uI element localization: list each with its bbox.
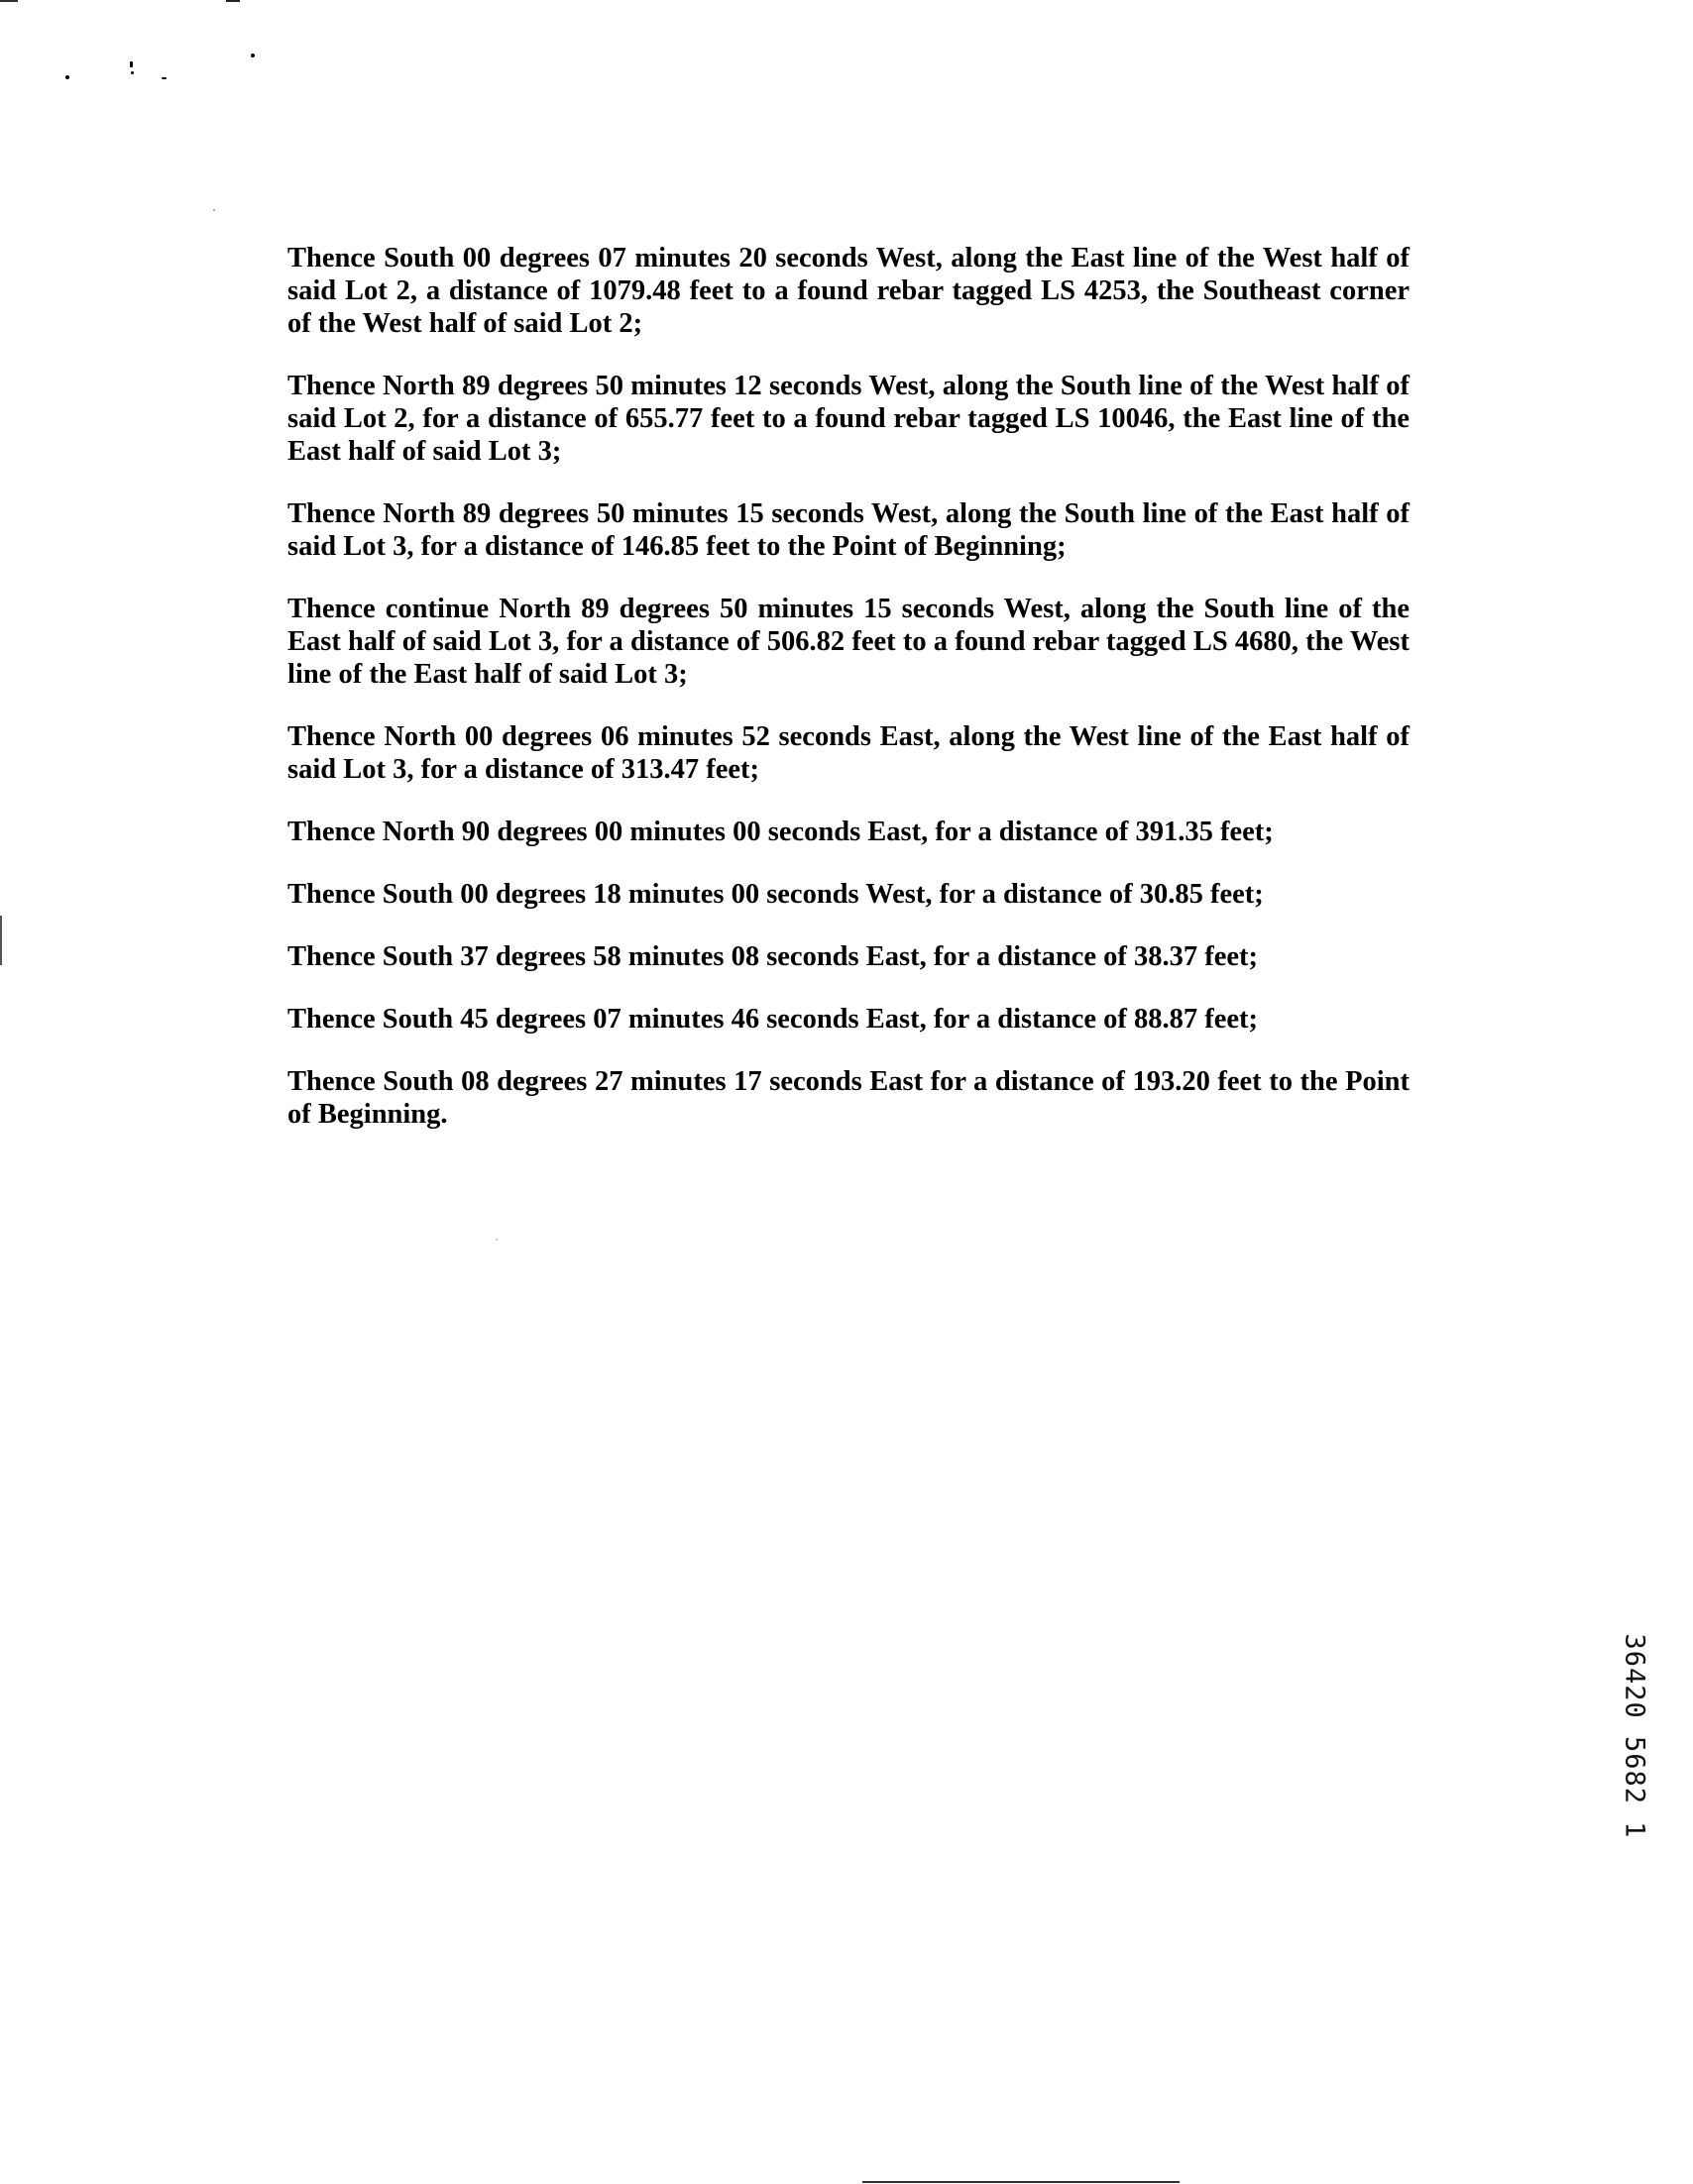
bates-stamp — [1618, 1587, 1651, 1885]
scan-edge-mark — [0, 916, 2, 965]
scan-speck — [213, 209, 215, 211]
scan-speck — [162, 77, 167, 79]
course-paragraph: Thence South 37 degrees 58 minutes 08 seconds East, for a distance of 38.37 feet; — [287, 941, 1258, 972]
course-paragraph: Thence South 00 degrees 07 minutes 20 seconds West, along the East line of the West half of said Lot 2, a distance of 1079.48 feet to a found rebar tagged LS 4253, the Southeast corner of the West half of said Lot 2; — [287, 243, 1410, 339]
course-paragraph: Thence South 45 degrees 07 minutes 46 seconds East, for a distance of 88.87 feet; — [287, 1004, 1258, 1035]
course-paragraph: Thence South 08 degrees 27 minutes 17 seconds East for a distance of 193.20 feet to the Point of Beginning. — [287, 1066, 1410, 1130]
course-paragraph: Thence South 00 degrees 18 minutes 00 seconds West, for a distance of 30.85 feet; — [287, 879, 1264, 910]
scan-speck — [130, 61, 133, 67]
scan-edge-mark — [862, 2181, 1180, 2183]
legal-description — [287, 242, 1410, 1160]
course-paragraph: Thence continue North 89 degrees 50 minutes 15 seconds West, along the South line of the East half of said Lot 3, for a distance of 506.82 feet to a found rebar tagged LS 4680, the West line of the East half of said Lot 3; — [287, 594, 1410, 690]
bates-stamp-number: 36420 5682 1 — [1619, 1633, 1650, 1839]
course-paragraph: Thence North 89 degrees 50 minutes 15 seconds West, along the South line of the East half of said Lot 3, for a distance of 146.85 feet to the Point of Beginning; — [287, 498, 1410, 562]
scan-speck — [65, 75, 69, 79]
scan-edge-mark — [0, 0, 18, 2]
course-paragraph: Thence North 90 degrees 00 minutes 00 seconds East, for a distance of 391.35 feet; — [287, 817, 1274, 847]
course-paragraph: Thence North 89 degrees 50 minutes 12 seconds West, along the South line of the West half of said Lot 2, for a distance of 655.77 feet to a found rebar tagged LS 10046, the East line of the East half of said Lot 3; — [287, 371, 1410, 467]
course-paragraph: Thence North 00 degrees 06 minutes 52 seconds East, along the West line of the East half of said Lot 3, for a distance of 313.47 feet; — [287, 721, 1410, 785]
scan-speck — [496, 1239, 498, 1241]
scan-speck — [251, 54, 255, 57]
scan-edge-mark — [226, 0, 240, 2]
scan-speck — [131, 71, 134, 74]
